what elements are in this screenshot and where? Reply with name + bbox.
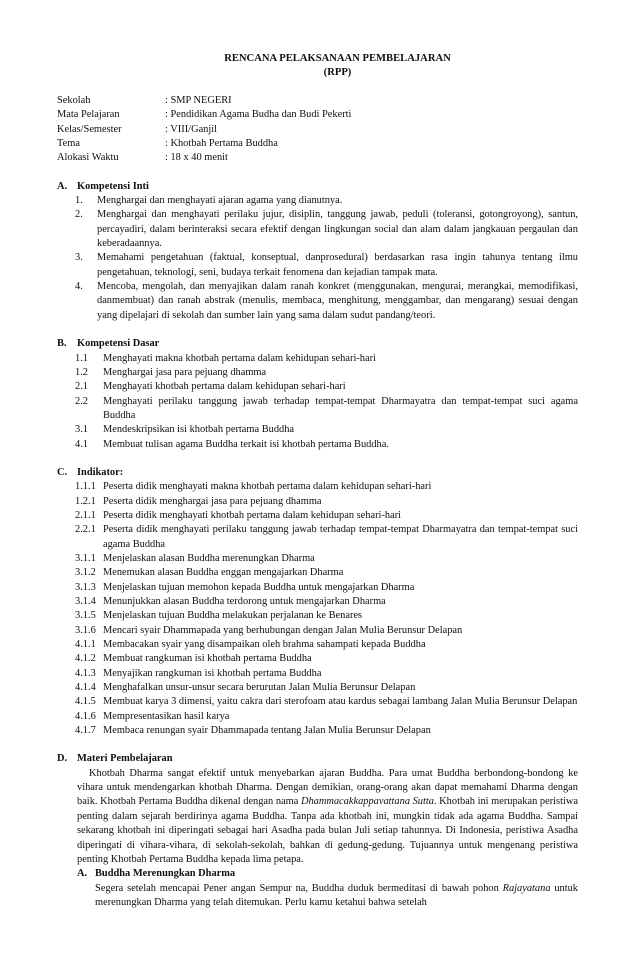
list-item (57, 638, 578, 652)
section-kompetensi-inti (57, 180, 578, 323)
materi-paragraph (77, 767, 578, 867)
list-item (57, 552, 578, 566)
item-number: 2.1.1 (75, 509, 96, 521)
section-heading (57, 180, 578, 194)
identity-table (57, 94, 578, 166)
identity-row (57, 151, 578, 165)
subsection-letter: A. (77, 868, 88, 880)
list-item (57, 438, 578, 452)
item-number: 1.1 (75, 352, 88, 364)
item-text: Menjelaskan tujuan memohon kepada Buddha untuk mengajarkan Dharma (103, 581, 415, 593)
item-number: 4.1.7 (75, 725, 96, 737)
item-text: Peserta didik menghayati perilaku tanggung jawab terhadap tempat-tempat Dharmayatra dan tempat-tempat suci agama Buddha (103, 524, 578, 550)
subsection-heading (77, 867, 578, 881)
item-text: Menghargai dan menghayati perilaku jujur, disiplin, tanggung jawab, peduli (toleransi, gotongroyong), santun, percayadiri, dalam berinteraksi secara efektif dengan lingkungan social dan alam dalam jangkauan pergaulan dan keberadaannya. (97, 209, 578, 250)
item-number: 3.1 (75, 424, 88, 436)
identity-label: Alokasi Waktu (57, 152, 119, 164)
identity-label: Tema (57, 138, 80, 150)
item-text: Peserta didik menghayati makna khotbah pertama dalam kehidupan sehari-hari (103, 481, 432, 493)
item-number: 4.1.5 (75, 696, 96, 708)
item-text: Memahami pengetahuan (faktual, konseptual, danprosedural) berdasarkan rasa ingin tahunya tentang ilmu pengetahuan, teknologi, seni, budaya terkait fenomena dan kejadian tampak mata. (97, 252, 578, 278)
list-item (57, 352, 578, 366)
item-number: 4.1.3 (75, 667, 96, 679)
item-text: Menghayati makna khotbah pertama dalam kehidupan sehari-hari (103, 352, 376, 364)
identity-row (57, 123, 578, 137)
list-item (57, 194, 578, 208)
document-subtitle: (RPP) (323, 67, 352, 78)
item-text: Peserta didik menghayati khotbah pertama dalam kehidupan sehari-hari (103, 509, 402, 521)
item-number: 3. (75, 252, 83, 264)
list-item (57, 523, 578, 552)
identity-value: : VIII/Ganjil (165, 123, 218, 135)
section-title: Materi Pembelajaran (77, 753, 173, 765)
item-text: Menghayati perilaku tanggung jawab terhadap tempat-tempat Dharmayatra dan tempat-tempat suci agama Buddha (103, 395, 578, 421)
item-number: 4.1.4 (75, 682, 96, 694)
item-number: 1.2 (75, 366, 88, 378)
identity-row (57, 108, 578, 122)
paragraph-text: Segera setelah mencapai Pener angan Sempur na, Buddha duduk bermeditasi di bawah pohon (95, 882, 503, 894)
item-text: Menghafalkan unsur-unsur secara berurutan Jalan Mulia Berunsur Delapan (103, 682, 416, 694)
item-text: Menghargai jasa para pejuang dhamma (103, 366, 267, 378)
list-item (57, 652, 578, 666)
item-number: 4.1.2 (75, 653, 96, 665)
item-text: Mendeskripsikan isi khotbah pertama Buddha (103, 424, 295, 436)
identity-row (57, 94, 578, 108)
list-item (57, 724, 578, 738)
document-title: RENCANA PELAKSANAAN PEMBELAJARAN (224, 53, 451, 64)
item-text: Membacakan syair yang disampaikan oleh brahma sahampati kepada Buddha (103, 639, 426, 651)
item-text: Mempresentasikan hasil karya (103, 710, 230, 722)
list-item (57, 710, 578, 724)
list-item (57, 667, 578, 681)
section-indikator (57, 466, 578, 739)
paragraph-text: Khotbah Dharma sangat efektif untuk menyebarkan ajaran Buddha. Para umat Buddha berbondong-bondong ke vihara untuk mendengarkan khotbah Dharma. Dengan demikian, orang-orang akan dapat memahami Dharma dengan baik. Khotbah Pertama Buddha dikenal dengan nama (77, 767, 578, 808)
section-heading (57, 752, 578, 766)
identity-value: : Pendidikan Agama Budha dan Budi Pekerti (165, 109, 352, 121)
item-text: Menghargai dan menghayati ajaran agama yang dianutnya. (97, 195, 343, 207)
item-number: 3.1.1 (75, 552, 96, 564)
item-number: 4.1 (75, 438, 88, 450)
section-materi (57, 752, 578, 910)
item-text: Mencoba, mengolah, dan menyajikan dalam ranah konkret (menggunakan, mengurai, merangkai, memodifikasi, danmembuat) dan ranah abstrak (menulis, membaca, menghitung, menggambar, dan mengarang) sesuai dengan yang dipelajari di sekolah dan sumber lain yang sama dalam sudut pandang/teori. (97, 281, 578, 321)
list-item (57, 208, 578, 251)
item-text: Membuat rangkuman isi khotbah pertama Buddha (103, 653, 312, 665)
item-number: 4. (75, 281, 83, 293)
item-text: Menghayati khotbah pertama dalam kehidupan sehari-hari (103, 381, 346, 393)
subsection-title: Buddha Merenungkan Dharma (95, 868, 236, 880)
identity-value: : 18 x 40 menit (165, 152, 228, 164)
item-text: Peserta didik menghargai jasa para pejuang dhamma (103, 495, 322, 507)
item-number: 1.2.1 (75, 495, 96, 507)
identity-label: Kelas/Semester (57, 123, 122, 135)
document-header (97, 52, 578, 80)
item-text: Menjelaskan alasan Buddha merenungkan Dharma (103, 552, 315, 564)
item-number: 3.1.6 (75, 624, 96, 636)
identity-value: : SMP NEGERI (165, 95, 232, 106)
item-number: 1.1.1 (75, 481, 96, 493)
section-heading (57, 337, 578, 351)
list-item (57, 366, 578, 380)
section-letter: A. (57, 180, 68, 192)
item-text: Mencari syair Dhammapada yang berhubungan dengan Jalan Mulia Berunsur Delapan (103, 624, 463, 636)
item-number: 2.2 (75, 395, 88, 407)
list-item (57, 609, 578, 623)
list-item (57, 624, 578, 638)
item-number: 2.1 (75, 381, 88, 393)
item-text: Menunjukkan alasan Buddha terdorong untuk mengajarkan Dharma (103, 596, 386, 607)
item-text: Menemukan alasan Buddha enggan mengajarkan Dharma (103, 567, 344, 579)
paragraph-text: . Khotbah ini merupakan peristiwa penting dalam sejarah berdirinya agama Buddha. Tanpa ada khotbah ini, mungkin tidak ada agama Buddha. Sampai sekarang khotbah ini diperingati sebagai hari Asadha pada bulan Juli setiap tahunnya. Di Indonesia, peristiwa Asadha diperingati di vihara-vihara, di sekolah-sekolah, bahkan di gedung-gedung. Tujuannya untuk mengenang peristiwa penting Khotbah Pertama Buddha kepada lima petapa. (77, 796, 578, 865)
section-title: Indikator: (77, 466, 124, 478)
section-letter: B. (57, 338, 67, 350)
section-title: Kompetensi Dasar (77, 338, 160, 350)
section-letter: D. (57, 753, 68, 765)
item-text: Menyajikan rangkuman isi khotbah pertama Buddha (103, 667, 322, 679)
section-letter: C. (57, 466, 68, 478)
identity-label: Sekolah (57, 95, 91, 106)
list-item (57, 509, 578, 523)
item-number: 3.1.2 (75, 567, 96, 579)
item-number: 3.1.5 (75, 610, 96, 622)
item-number: 4.1.1 (75, 639, 96, 651)
item-text: Membaca renungan syair Dhammapada tentang Jalan Mulia Berunsur Delapan (103, 725, 431, 737)
section-title: Kompetensi Inti (77, 180, 149, 192)
list-item (57, 480, 578, 494)
section-kompetensi-dasar (57, 337, 578, 452)
list-item (57, 251, 578, 280)
list-item (57, 423, 578, 437)
list-item (57, 595, 578, 609)
identity-label: Mata Pelajaran (57, 109, 120, 121)
subsection-paragraph (95, 882, 578, 911)
list-item (57, 695, 578, 709)
item-number: 2. (75, 209, 83, 221)
item-text: Membuat karya 3 dimensi, yaitu cakra dari sterofoam atau kardus sebagai lambang Jalan Mulia Berunsur Delapan (103, 696, 578, 708)
list-item (57, 495, 578, 509)
paragraph-text: untuk merenungkan Dharma yang telah ditemukan. Perlu kamu ketahui bahwa setelah (95, 882, 578, 908)
item-text: Menjelaskan tujuan Buddha melakukan perjalanan ke Benares (103, 610, 363, 622)
tree-name: Rajayatana (502, 882, 551, 894)
item-number: 4.1.6 (75, 710, 96, 722)
document-page (57, 52, 578, 910)
list-item (57, 681, 578, 695)
list-item (57, 280, 578, 323)
identity-row (57, 137, 578, 151)
item-number: 3.1.4 (75, 596, 96, 607)
item-number: 2.2.1 (75, 524, 96, 536)
list-item (57, 395, 578, 424)
list-item (57, 566, 578, 580)
item-number: 1. (75, 195, 83, 207)
item-text: Membuat tulisan agama Buddha terkait isi khotbah pertama Buddha. (103, 438, 389, 450)
list-item (57, 581, 578, 595)
section-heading (57, 466, 578, 480)
sutta-name: Dhammacakkappavattana Sutta (300, 796, 434, 808)
item-number: 3.1.3 (75, 581, 96, 593)
list-item (57, 380, 578, 394)
identity-value: : Khotbah Pertama Buddha (165, 138, 278, 150)
